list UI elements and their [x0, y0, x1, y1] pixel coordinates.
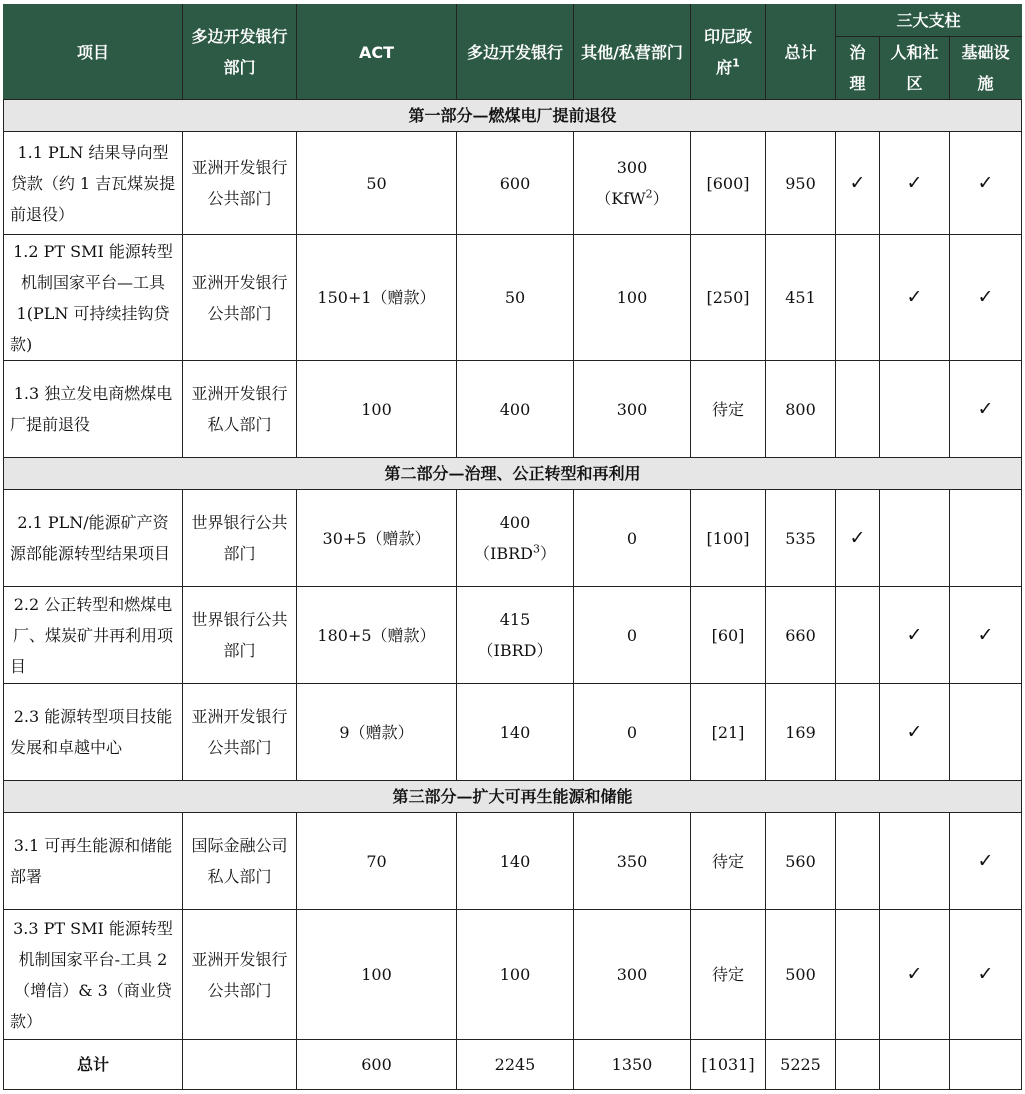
- other-cell: [574, 235, 691, 361]
- total-cell: 500: [766, 910, 836, 1040]
- check-icon: ✓: [906, 286, 923, 308]
- mdb-cell: [457, 490, 574, 587]
- mdb-value: 415: [499, 610, 531, 629]
- total-act: 600: [297, 1040, 457, 1090]
- mdb-note: [463, 635, 567, 666]
- check-icon: ✓: [977, 623, 994, 646]
- pillar-governance-cell: [836, 490, 880, 587]
- act-cell: 70: [297, 813, 457, 910]
- funding-table: [3, 4, 1022, 1090]
- table-body: [4, 100, 1022, 1090]
- section-title: 第一部分—燃煤电厂提前退役: [4, 100, 1022, 132]
- gov-cell: 待定: [691, 361, 766, 458]
- pillar-infra-cell: [950, 813, 1022, 910]
- project-cell: 3.3 PT SMI 能源转型机制国家平台-工具 2（增信）& 3（商业贷款）: [4, 910, 183, 1040]
- table-row: [4, 813, 1022, 910]
- table-row: [4, 587, 1022, 684]
- header-other: 其他/私营部门: [574, 5, 691, 100]
- other-note-text: （KfW: [595, 189, 646, 208]
- pillar-people-cell: [880, 910, 950, 1040]
- project-cell: 1.1 PLN 结果导向型贷款（约 1 吉瓦煤炭提前退役）: [4, 132, 183, 235]
- mdb-note: [463, 538, 567, 569]
- pillar-governance-cell: [836, 910, 880, 1040]
- project-cell: 3.1 可再生能源和储能部署: [4, 813, 183, 910]
- total-cell: 560: [766, 813, 836, 910]
- gov-cell: [100]: [691, 490, 766, 587]
- mdb-cell: [457, 587, 574, 684]
- pillar-infra-cell: [950, 361, 1022, 458]
- table-row: [4, 235, 1022, 361]
- header-project: 项目: [4, 5, 183, 100]
- total-cell: 950: [766, 132, 836, 235]
- gov-cell: [250]: [691, 235, 766, 361]
- section-row: [4, 781, 1022, 813]
- gov-cell: 待定: [691, 910, 766, 1040]
- section-title: 第三部分—扩大可再生能源和储能: [4, 781, 1022, 813]
- mdb-value: 600: [499, 173, 531, 193]
- mdb-cell: [457, 684, 574, 781]
- total-other: 1350: [574, 1040, 691, 1090]
- header-total: 总计: [766, 5, 836, 100]
- header-pillar-governance: 治理: [836, 37, 880, 100]
- mdb-value: 140: [499, 851, 531, 871]
- pillar-people-cell: [880, 132, 950, 235]
- total-cell: 800: [766, 361, 836, 458]
- header-gov-label: 印尼政府: [703, 27, 752, 77]
- other-cell: [574, 132, 691, 235]
- mdb-cell: [457, 910, 574, 1040]
- act-cell: 100: [297, 910, 457, 1040]
- dept-cell: 亚洲开发银行公共部门: [183, 910, 297, 1040]
- pillar-governance-cell: [836, 361, 880, 458]
- total-cell: 660: [766, 587, 836, 684]
- other-cell: [574, 587, 691, 684]
- mdb-cell: [457, 361, 574, 458]
- section-row: [4, 458, 1022, 490]
- act-cell: 30+5（赠款）: [297, 490, 457, 587]
- header-act: ACT: [297, 5, 457, 100]
- project-cell: 1.3 独立发电商燃煤电厂提前退役: [4, 361, 183, 458]
- check-icon: ✓: [977, 963, 994, 985]
- other-cell: [574, 684, 691, 781]
- other-value: 300: [616, 158, 648, 177]
- pillar-people-cell: [880, 587, 950, 684]
- dept-cell: 亚洲开发银行公共部门: [183, 132, 297, 235]
- other-footnote: 2: [645, 187, 653, 201]
- total-cell: 169: [766, 684, 836, 781]
- act-cell: 180+5（赠款）: [297, 587, 457, 684]
- pillar-people-cell: [880, 813, 950, 910]
- gov-cell: [21]: [691, 684, 766, 781]
- total-cell: 451: [766, 235, 836, 361]
- other-value: 100: [616, 288, 648, 307]
- mdb-footnote: 3: [532, 542, 540, 556]
- pillar-governance-cell: [836, 587, 880, 684]
- header-gov: [691, 5, 766, 100]
- total-dept: [183, 1040, 297, 1090]
- pillar-infra-cell: [950, 684, 1022, 781]
- section-row: [4, 100, 1022, 132]
- pillar-governance-cell: [836, 684, 880, 781]
- pillar-people-cell: [880, 684, 950, 781]
- section-title: 第二部分—治理、公正转型和再利用: [4, 458, 1022, 490]
- act-cell: 150+1（赠款）: [297, 235, 457, 361]
- dept-cell: 亚洲开发银行私人部门: [183, 361, 297, 458]
- other-value: 0: [626, 528, 638, 548]
- mdb-value: 400: [499, 399, 531, 419]
- check-icon: ✓: [906, 963, 923, 985]
- total-sum: 5225: [766, 1040, 836, 1090]
- check-icon: ✓: [849, 526, 866, 549]
- dept-cell: 世界银行公共部门: [183, 587, 297, 684]
- gov-cell: [600]: [691, 132, 766, 235]
- check-icon: ✓: [977, 286, 994, 308]
- table-row: [4, 361, 1022, 458]
- dept-cell: 国际金融公司私人部门: [183, 813, 297, 910]
- other-value: 0: [626, 722, 638, 742]
- header-mdb: 多边开发银行: [457, 5, 574, 100]
- header-pillar-people: 人和社区: [880, 37, 950, 100]
- mdb-note-close: ）: [539, 544, 556, 563]
- total-mdb: 2245: [457, 1040, 574, 1090]
- total-gov: [1031]: [691, 1040, 766, 1090]
- other-value: 350: [616, 851, 648, 871]
- total-pillar-people: [880, 1040, 950, 1090]
- check-icon: ✓: [906, 623, 923, 646]
- act-cell: 9（赠款）: [297, 684, 457, 781]
- total-cell: 535: [766, 490, 836, 587]
- project-cell: 2.3 能源转型项目技能发展和卓越中心: [4, 684, 183, 781]
- header-pillars: 三大支柱: [836, 5, 1022, 37]
- mdb-cell: [457, 813, 574, 910]
- pillar-infra-cell: [950, 490, 1022, 587]
- total-label: 总计: [4, 1040, 183, 1090]
- act-cell: 100: [297, 361, 457, 458]
- mdb-value: 100: [499, 965, 531, 984]
- pillar-infra-cell: [950, 587, 1022, 684]
- pillar-people-cell: [880, 235, 950, 361]
- table-row: [4, 910, 1022, 1040]
- pillar-governance-cell: [836, 132, 880, 235]
- mdb-value: 140: [499, 722, 531, 742]
- pillar-infra-cell: [950, 910, 1022, 1040]
- other-note-close: ）: [652, 189, 669, 208]
- total-pillar-infra: [950, 1040, 1022, 1090]
- mdb-note-text: （IBRD）: [477, 641, 553, 660]
- pillar-infra-cell: [950, 132, 1022, 235]
- gov-cell: [60]: [691, 587, 766, 684]
- check-icon: ✓: [977, 171, 994, 194]
- check-icon: ✓: [906, 720, 923, 743]
- pillar-people-cell: [880, 490, 950, 587]
- act-cell: 50: [297, 132, 457, 235]
- dept-cell: 世界银行公共部门: [183, 490, 297, 587]
- header-pillar-infrastructure: 基础设施: [950, 37, 1022, 100]
- gov-cell: 待定: [691, 813, 766, 910]
- check-icon: ✓: [977, 397, 994, 420]
- table-row: [4, 490, 1022, 587]
- header-mdb-dept: 多边开发银行部门: [183, 5, 297, 100]
- project-cell: 2.2 公正转型和燃煤电厂、煤炭矿井再利用项目: [4, 587, 183, 684]
- dept-cell: 亚洲开发银行公共部门: [183, 684, 297, 781]
- other-cell: [574, 490, 691, 587]
- other-value: 0: [626, 625, 638, 645]
- other-value: 300: [616, 399, 648, 419]
- mdb-value: 50: [504, 288, 526, 307]
- header-gov-footnote: 1: [732, 56, 740, 70]
- project-cell: 1.2 PT SMI 能源转型机制国家平台—工具 1(PLN 可持续挂钩贷款): [4, 235, 183, 361]
- table-row: [4, 684, 1022, 781]
- total-pillar-governance: [836, 1040, 880, 1090]
- other-value: 300: [616, 965, 648, 984]
- check-icon: ✓: [849, 171, 866, 194]
- mdb-note-text: （IBRD: [474, 544, 533, 563]
- pillar-governance-cell: [836, 235, 880, 361]
- pillar-infra-cell: [950, 235, 1022, 361]
- other-note: [580, 183, 684, 214]
- project-cell: 2.1 PLN/能源矿产资源部能源转型结果项目: [4, 490, 183, 587]
- check-icon: ✓: [906, 171, 923, 194]
- mdb-cell: [457, 132, 574, 235]
- total-row: [4, 1040, 1022, 1090]
- pillar-governance-cell: [836, 813, 880, 910]
- table-row: [4, 132, 1022, 235]
- other-cell: [574, 910, 691, 1040]
- check-icon: ✓: [977, 849, 994, 872]
- dept-cell: 亚洲开发银行公共部门: [183, 235, 297, 361]
- other-cell: [574, 813, 691, 910]
- mdb-value: 400: [499, 513, 531, 532]
- mdb-cell: [457, 235, 574, 361]
- pillar-people-cell: [880, 361, 950, 458]
- other-cell: [574, 361, 691, 458]
